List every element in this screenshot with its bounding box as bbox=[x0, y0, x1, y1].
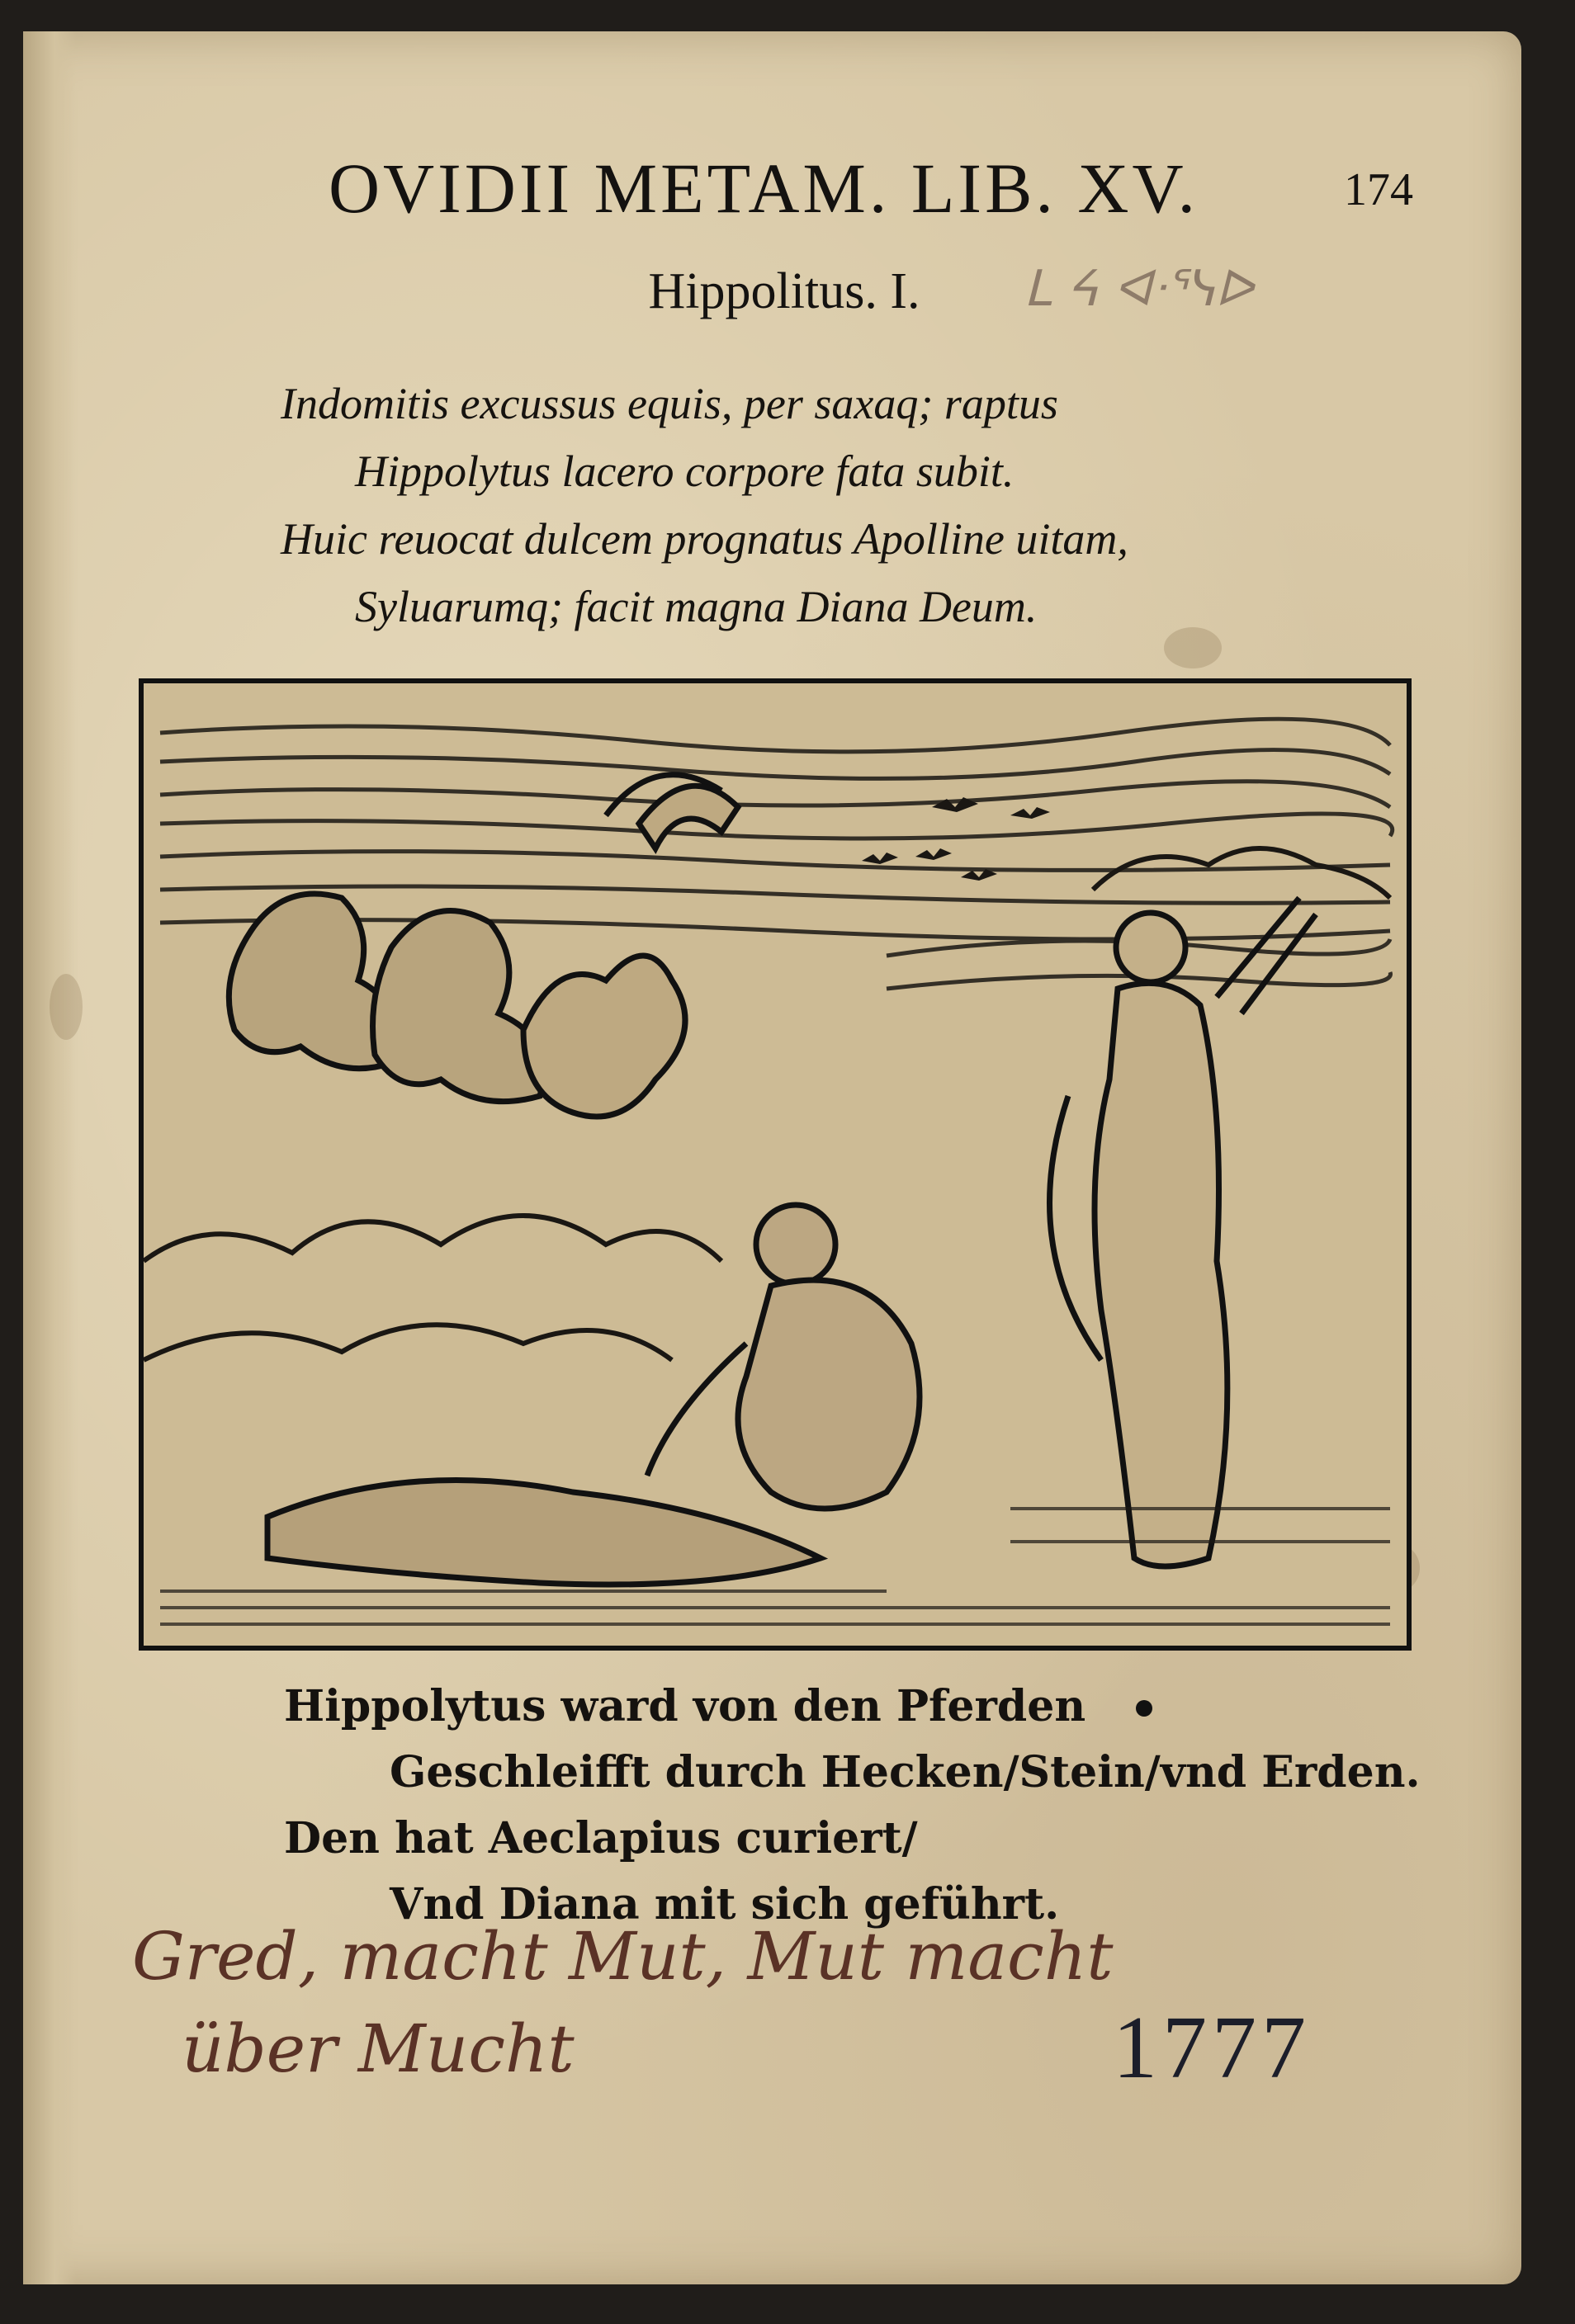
latin-verse: Indomitis excussus equis, per saxaq; raptus bbox=[281, 379, 1058, 428]
latin-verse: Huic reuocat dulcem prognatus Apolline uitam, bbox=[281, 514, 1128, 564]
marginal-scribble: ᒪ ᔦ ᐊᐧᕐᓭᐅ bbox=[1024, 260, 1254, 318]
latin-epigram bbox=[281, 370, 1321, 640]
handwritten-line: Gred, macht Mut, Mut macht bbox=[132, 1918, 1114, 1995]
woodcut-drawing bbox=[144, 683, 1407, 1646]
running-head: OVIDII METAM. LIB. XV. bbox=[328, 149, 1199, 228]
german-verse: Den hat Aeclapius curiert/ bbox=[284, 1813, 918, 1863]
german-verse: Vnd Diana mit sich geführt. bbox=[390, 1879, 1060, 1930]
page-number: 174 bbox=[1344, 164, 1413, 215]
handwritten-line: über Mucht bbox=[182, 2010, 575, 2087]
latin-verse: Syluarumq; facit magna Diana Deum. bbox=[355, 582, 1038, 631]
handwritten-year: 1777 bbox=[1113, 1999, 1311, 2097]
german-verse: Geschleifft durch Hecken/Stein/vnd Erden. bbox=[390, 1747, 1421, 1797]
fable-title: Hippolitus. I. bbox=[648, 263, 920, 319]
german-verses bbox=[284, 1674, 1421, 1938]
ink-stain bbox=[50, 974, 83, 1040]
woodcut-illustration bbox=[139, 678, 1412, 1651]
german-verse: Hippolytus ward von den Pferden bbox=[284, 1681, 1086, 1731]
latin-verse: Hippolytus lacero corpore fata subit. bbox=[355, 446, 1015, 496]
book-gutter bbox=[23, 31, 76, 2284]
